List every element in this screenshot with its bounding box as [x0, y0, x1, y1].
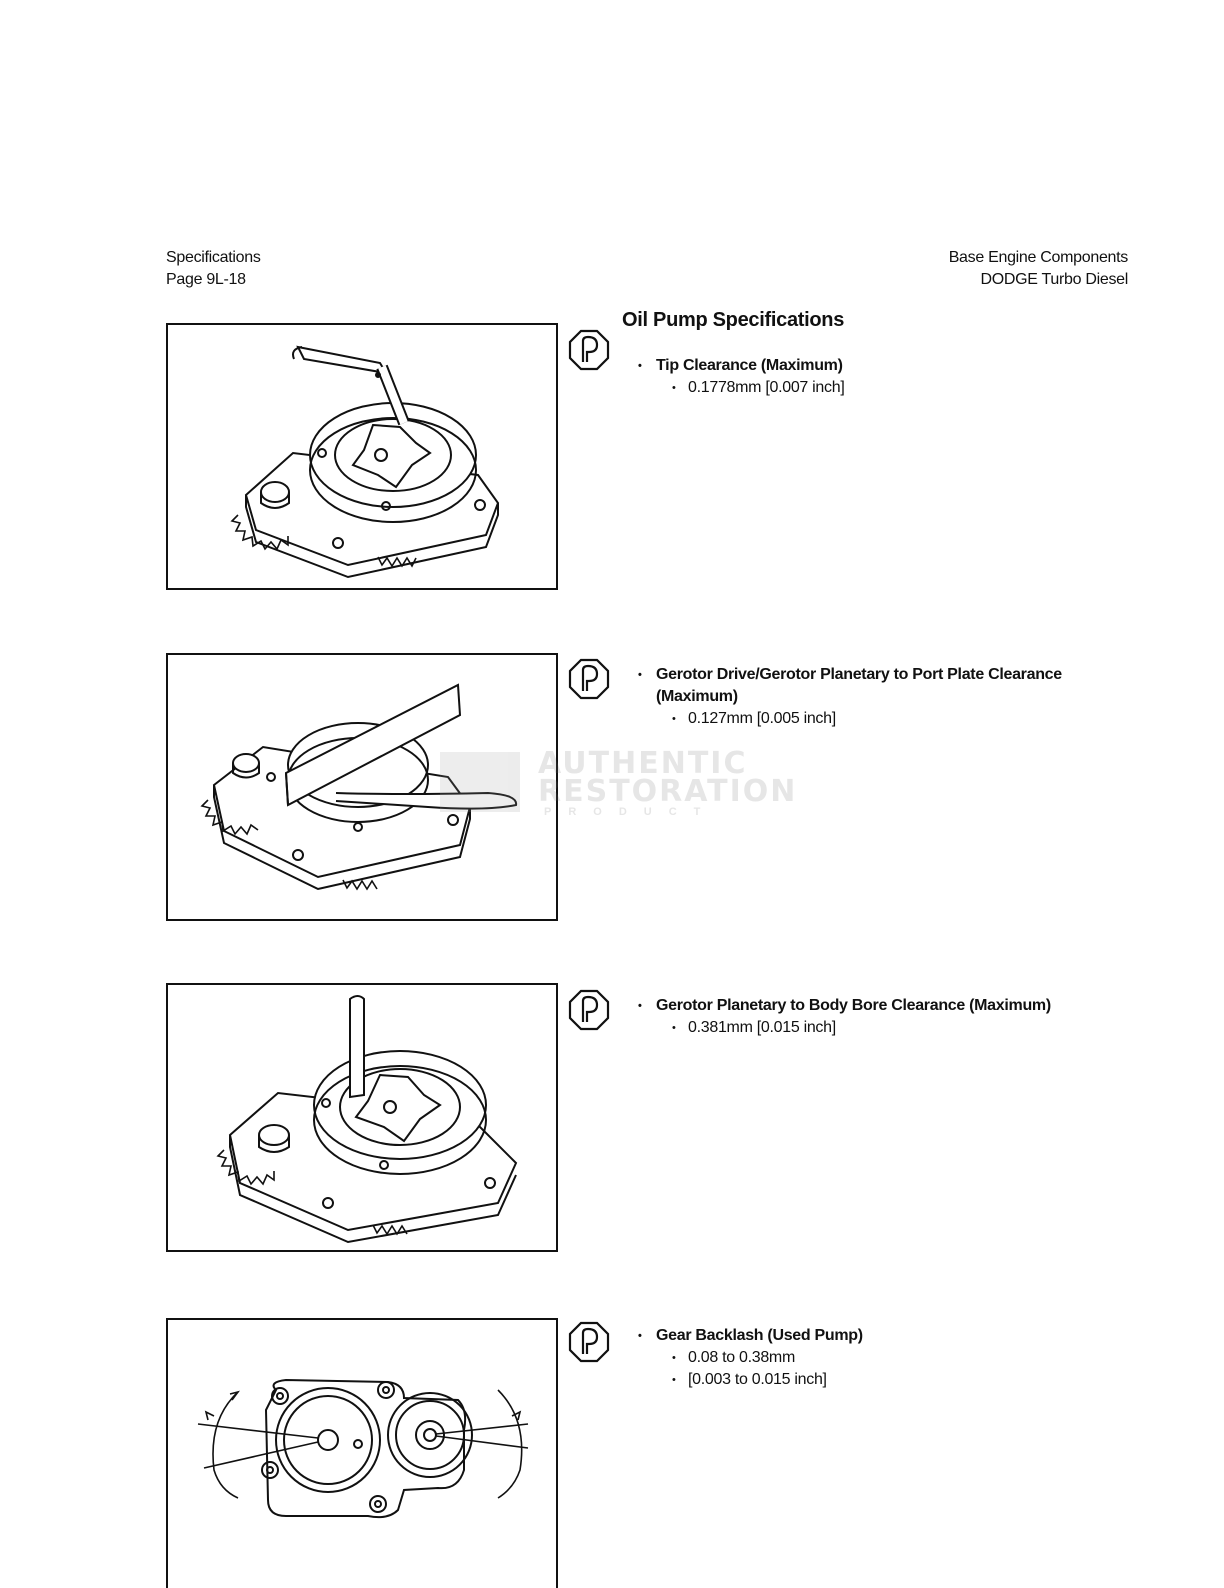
- spec-value: • 0.08 to 0.38mm: [638, 1347, 863, 1369]
- page-title: Oil Pump Specifications: [622, 309, 845, 331]
- spec-value: • [0.003 to 0.015 inch]: [638, 1369, 863, 1391]
- spec-gear-backlash: [638, 1325, 863, 1391]
- watermark: AUTHENTIC RESTORATION PRODUCT: [432, 748, 784, 820]
- spec-value: • 0.127mm [0.005 inch]: [638, 708, 1062, 730]
- specification-icon: [567, 988, 611, 1032]
- chapter-name: Base Engine Components: [948, 249, 1128, 266]
- spec-body-bore-clearance: [638, 995, 1051, 1039]
- figure-gear-backlash: [166, 1318, 558, 1588]
- page-header-right: [949, 247, 1128, 291]
- specification-icon: [567, 1320, 611, 1364]
- spec-label: • Tip Clearance (Maximum): [638, 355, 844, 377]
- spec-label: • Gear Backlash (Used Pump): [638, 1325, 863, 1347]
- section-name: Specifications: [166, 249, 261, 266]
- specification-icon: [567, 657, 611, 701]
- vehicle-name: DODGE Turbo Diesel: [980, 271, 1128, 288]
- spec-value: • 0.381mm [0.015 inch]: [638, 1017, 1051, 1039]
- page-header-left: [166, 247, 261, 291]
- specification-icon: [567, 328, 611, 372]
- spec-value: • 0.1778mm [0.007 inch]: [638, 377, 844, 399]
- page-number: Page 9L-18: [166, 271, 246, 288]
- spec-label: • Gerotor Drive/Gerotor Planetary to Port Plate Clearance (Maximum): [638, 664, 1062, 708]
- figure-tip-clearance: [166, 323, 558, 590]
- watermark-logo: [440, 752, 520, 812]
- figure-body-bore-clearance: [166, 983, 558, 1252]
- spec-port-plate-clearance: [638, 664, 1062, 730]
- spec-label: • Gerotor Planetary to Body Bore Clearance (Maximum): [638, 995, 1051, 1017]
- spec-tip-clearance: [638, 355, 844, 399]
